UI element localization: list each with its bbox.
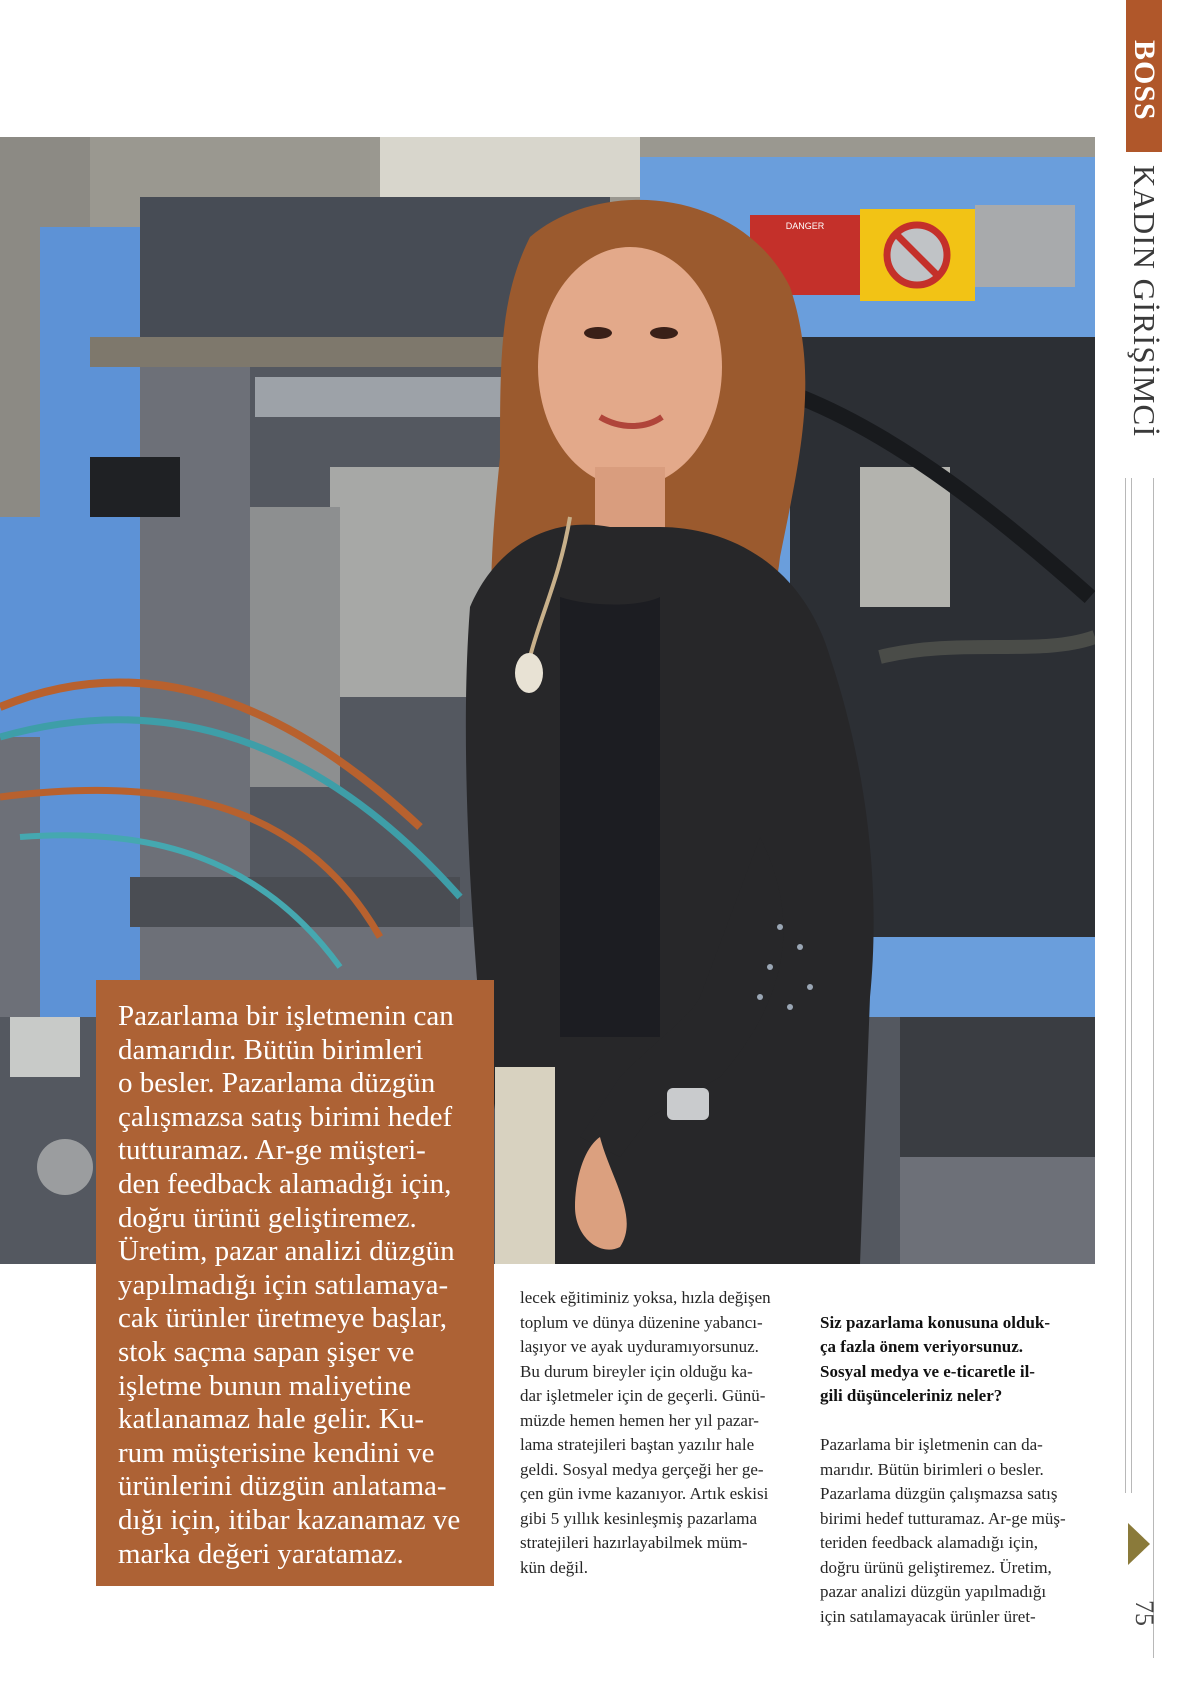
pull-quote-text: Pazarlama bir işletmenin can damarıdır. Bütün birimleri o besler. Pazarlama düzgün çalışmazsa satış birimi hedef tutturamaz. Ar-ge müşteri- den feedback alamadığı için, doğru ürünü geliştiremez. Üretim, pazar analizi düzgün yapılmadığı için satılamaya- cak ürünler üretmeye başlar, stok saçma sapan şişer ve işletme bunun maliyetine katlanamaz hale gelir. Ku- rum müşterisine kendini ve ürünlerini düzgün anlatama- dığı için, itibar kazanamaz ve marka değeri yaratamaz. xyxy=(118,1000,461,1570)
page-number: 75 xyxy=(1130,1600,1159,1626)
article-column-1: lecek eğitiminiz yoksa, hızla değişen toplum ve dünya düzenine yabancı- laşıyor ve ayak uyduramıyorsunuz. Bu durum bireyler için olduğu ka- dar işletmeler için de geçerli. Günü- müzde hemen hemen her yıl pazar- lama stratejileri baştan yazılır hale geldi. Sosyal medya gerçeği her ge- çen gün ivme kazanıyor. Artık eskisi gibi 5 yıllık kesinleşmiş pazarlama stratejileri hazırlayabilmek müm- kün değil. xyxy=(520,1288,771,1577)
interview-question: Siz pazarlama konusuna olduk- ça fazla önem veriyorsunuz. Sosyal medya ve e-ticaretle il- gili düşünceleriniz neler? xyxy=(820,1312,1051,1405)
magazine-brand: BOSS xyxy=(1128,40,1161,121)
pull-quote xyxy=(96,980,494,1586)
article-column-2 xyxy=(820,1286,1092,1654)
margin-rule-mid xyxy=(1131,478,1132,1493)
margin-rule-right xyxy=(1153,478,1154,1658)
section-title: KADIN GİRİŞİMCİ xyxy=(1127,165,1162,438)
margin-rule-left xyxy=(1125,478,1126,1493)
interview-answer: Pazarlama bir işletmenin can da- marıdır. Bütün birimleri o besler. Pazarlama düzgün çalışmazsa satış birimi hedef tutturamaz. Ar-ge müş- teriden feedback alamadığı için, doğru ürünü geliştiremez. Üretim, pazar analizi düzgün yapılmadığı için satılamayacak ürünler üret- xyxy=(820,1435,1066,1626)
page-arrow-icon xyxy=(1128,1523,1150,1565)
warning-label: DANGER xyxy=(785,221,825,231)
